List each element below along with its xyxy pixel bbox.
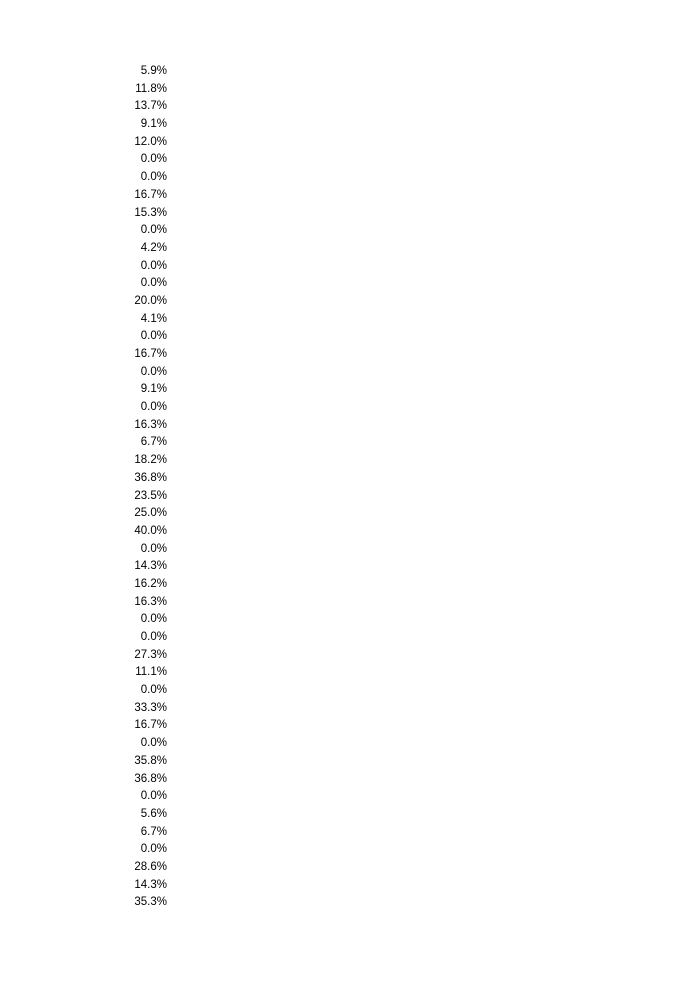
percentage-cell: 0.0%: [140, 365, 167, 378]
percentage-cell: 0.0%: [140, 790, 167, 803]
percentage-cell: 6.7%: [140, 825, 167, 838]
percentage-cell: 16.2%: [134, 577, 167, 590]
percentage-cell: 16.7%: [134, 348, 167, 360]
percentage-cell: 12.0%: [134, 135, 167, 148]
percentage-cell: 14.3%: [134, 560, 167, 573]
percentage-cell: 35.3%: [134, 896, 167, 909]
percentage-cell: 15.3%: [134, 206, 167, 219]
percentage-cell: 35.8%: [134, 754, 167, 767]
percentage-cell: 13.7%: [134, 100, 167, 113]
percentage-cell: 40.0%: [134, 524, 167, 537]
percentage-cell: 33.3%: [134, 701, 167, 714]
percentage-cell: 11.1%: [135, 666, 167, 679]
percentage-cell: 28.6%: [134, 860, 167, 873]
percentage-cell: 16.7%: [134, 719, 167, 732]
percentage-cell: 36.8%: [134, 772, 167, 785]
percentage-cell: 36.8%: [134, 471, 167, 484]
percentage-cell: 0.0%: [140, 843, 167, 856]
percentage-cell: 5.6%: [140, 807, 167, 820]
percentage-cell: 5.9%: [140, 65, 167, 77]
percentage-cell: 0.0%: [140, 224, 167, 237]
percentage-cell: 0.0%: [140, 171, 167, 184]
percentage-cell: 0.0%: [140, 631, 167, 643]
percentage-cell: 16.3%: [134, 418, 167, 431]
percentage-cell: 6.7%: [140, 436, 167, 449]
percentage-cell: 25.0%: [134, 507, 167, 520]
percentage-cell: 23.5%: [134, 489, 167, 502]
percentage-cell: 27.3%: [134, 648, 167, 661]
percentage-cell: 0.0%: [140, 613, 167, 626]
percentage-cell: 4.2%: [140, 241, 167, 254]
percentage-cell: 18.2%: [134, 454, 167, 467]
percentage-cell: 0.0%: [140, 737, 167, 750]
percentage-cell: 14.3%: [134, 878, 167, 891]
percentage-column: [110, 63, 167, 912]
percentage-cell: 9.1%: [140, 118, 167, 131]
percentage-cell: 4.1%: [140, 312, 167, 325]
percentage-cell: 11.8%: [135, 82, 167, 95]
percentage-cell: 16.7%: [134, 188, 167, 201]
percentage-cell: 0.0%: [140, 153, 167, 166]
percentage-cell: 20.0%: [134, 294, 167, 307]
percentage-cell: 0.0%: [140, 330, 167, 343]
percentage-cell: 16.3%: [134, 595, 167, 608]
percentage-cell: 0.0%: [140, 401, 167, 414]
percentage-cell: 0.0%: [140, 277, 167, 290]
percentage-cell: 0.0%: [140, 542, 167, 555]
percentage-cell: 0.0%: [140, 259, 167, 272]
percentage-cell: 0.0%: [140, 684, 167, 697]
percentage-cell: 9.1%: [140, 383, 167, 396]
